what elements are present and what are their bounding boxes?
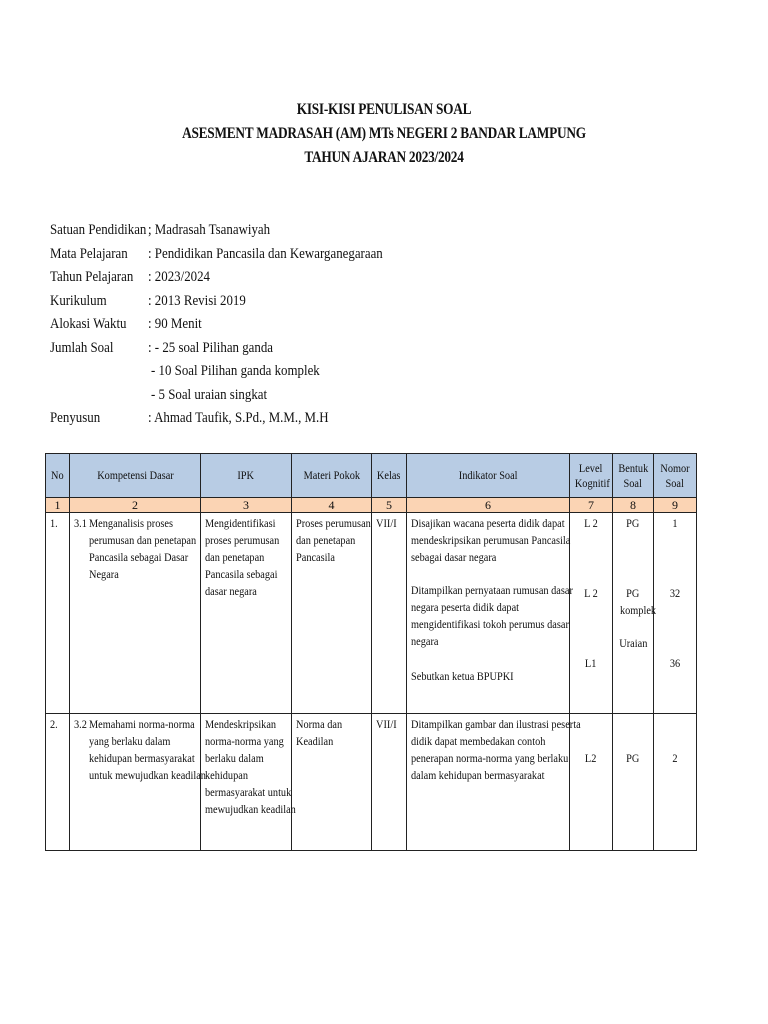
header-level-kognitif: Level Kognitif [570,454,613,498]
info-value: - 5 Soal uraian singkat [151,386,268,403]
info-value: : 90 Menit [148,316,202,332]
info-row-satuan [50,219,421,243]
document-title [0,98,768,170]
info-value: : - 25 soal Pilihan ganda [148,339,274,356]
header-indikator-soal: Indikator Soal [407,454,570,498]
header-no: No [46,454,70,498]
kisi-kisi-table [45,453,697,851]
table-row [46,714,697,851]
info-label: Mata Pelajaran [50,245,128,262]
info-label: Satuan Pendidikan [50,222,147,238]
info-value: : 2023/2024 [148,269,211,285]
cell-bentuk-soal: PG [613,714,654,851]
info-row-jumlah [50,337,421,361]
info-value: : Pendidikan Pancasila dan Kewarganegaraan [148,245,383,262]
header-materi-pokok: Materi Pokok [292,454,372,498]
column-number: 6 [407,498,570,513]
cell-nomor-soal: 2 [654,714,697,851]
info-label: Kurikulum [50,292,107,309]
column-number: 9 [654,498,697,513]
column-number: 2 [70,498,201,513]
info-value: : 2013 Revisi 2019 [148,292,246,309]
cell-materi-pokok: Proses perumusan dan penetapan Pancasila [292,513,372,714]
table-header-row [46,454,697,498]
info-row-kurikulum [50,290,421,314]
header-ipk: IPK [201,454,292,498]
info-label: Penyusun [50,410,101,426]
header-nomor-soal: Nomor Soal [654,454,697,498]
column-number: 8 [613,498,654,513]
column-number: 1 [46,498,70,513]
column-number-row [46,498,697,513]
info-label: Alokasi Waktu [50,316,127,332]
title-line-1: KISI-KISI PENULISAN SOAL [296,101,472,118]
info-block [50,219,421,431]
info-label: Jumlah Soal [50,339,114,356]
info-value: : Ahmad Taufik, S.Pd., M.M., M.H [148,410,329,426]
title-line-2: ASESMENT MADRASAH (AM) MTs NEGERI 2 BANDAR LAMPUNG [182,125,586,142]
cell-nomor-soal: 1 32 36 [654,513,697,714]
info-value: ; Madrasah Tsanawiyah [148,222,271,238]
cell-level-kognitif: L2 [570,714,613,851]
header-kompetensi-dasar: Kompetensi Dasar [70,454,201,498]
info-row-mapel [50,243,421,267]
info-value: - 10 Soal Pilihan ganda komplek [151,363,320,379]
column-number: 3 [201,498,292,513]
cell-kompetensi-dasar: 3.2 Memahami norma-norma yang berlaku dalam kehidupan bermasyarakat untuk mewujudkan keadilan [70,714,201,851]
table-row [46,513,697,714]
cell-ipk: Mengidentifikasi proses perumusan dan penetapan Pancasila sebagai dasar negara [201,513,292,714]
header-kelas: Kelas [372,454,407,498]
cell-indikator-soal: Disajikan wacana peserta didik dapat mendeskripsikan perumusan Pancasila sebagai dasar negara Ditampilkan pernyataan rumusan dasar negara peserta didik dapat mengidentifikasi tokoh perumus dasar negara Sebutkan ketua BPUPKI [407,513,570,714]
info-row-tahun [50,266,421,290]
info-row-alokasi [50,313,421,337]
column-number: 4 [292,498,372,513]
column-number: 5 [372,498,407,513]
cell-indikator-soal: Ditampilkan gambar dan ilustrasi peserta didik dapat membedakan contoh penerapan norma-norma yang berlaku dalam kehidupan bermasyarakat [407,714,570,851]
cell-no: 1. [46,513,70,714]
header-bentuk-soal: Bentuk Soal [613,454,654,498]
info-row-penyusun [50,407,421,431]
cell-kelas: VII/I [372,513,407,714]
cell-kompetensi-dasar: 3.1 Menganalisis proses perumusan dan penetapan Pancasila sebagai Dasar Negara [70,513,201,714]
title-line-3: TAHUN AJARAN 2023/2024 [304,149,464,166]
cell-materi-pokok: Norma dan Keadilan [292,714,372,851]
cell-level-kognitif: L 2 L 2 L1 [570,513,613,714]
cell-kelas: VII/I [372,714,407,851]
info-label: Tahun Pelajaran [50,269,134,285]
cell-bentuk-soal: PG PG komplek Uraian [613,513,654,714]
cell-ipk: Mendeskripsikan norma-norma yang berlaku dalam kehidupan bermasyarakat untuk mewujudkan keadilan [201,714,292,851]
info-row-jumlah-2 [50,360,421,384]
column-number: 7 [570,498,613,513]
info-row-jumlah-3 [50,384,421,408]
cell-no: 2. [46,714,70,851]
